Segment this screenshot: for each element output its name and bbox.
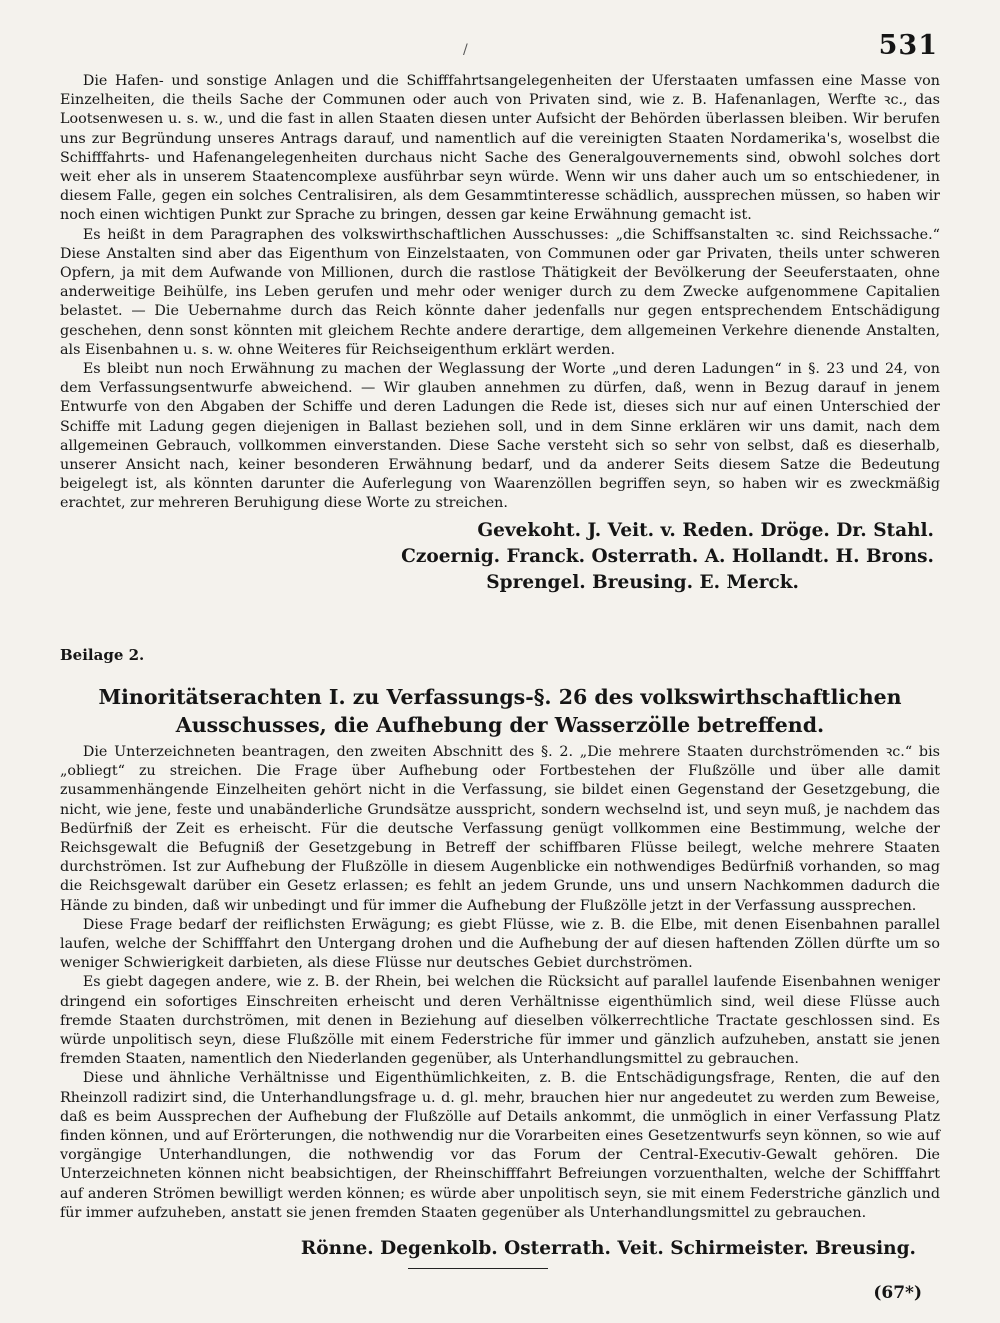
section-1-signatures <box>214 518 934 596</box>
signature-line: Czoernig. Franck. Osterrath. A. Hollandt. H. Brons. <box>401 546 934 567</box>
appendix-paragraph: Diese Frage bedarf der reiflichsten Erwägung; es giebt Flüsse, wie z. B. die Elbe, mit denen Eisenbahnen parallel laufen, welche der Schifffahrt den Untergang drohen und die Aufhebung der auf diesen haftenden Zöllen dürfte um so weniger Schwierigkeit darbieten, als diese Flüsse nur deutsches Gebiet durchströmen. <box>60 916 940 972</box>
appendix-paragraph: Die Unterzeichneten beantragen, den zweiten Abschnitt des §. 2. „Die mehrere Staaten durchströmenden ꝛc.“ bis „obliegt“ zu streichen. Die Frage über Aufhebung oder Fortbestehen der Flußzölle und über alle damit zusammenhängende Einzelheiten gehört nicht in die Verfassung, sie bildet einen Gegenstand der Gesetzgebung, die nicht, wie jene, feste und unabänderliche Grundsätze ausspricht, sondern wechselnd ist, und seyn muß, je nachdem das Bedürfniß der Zeit es erheischt. Für die deutsche Verfassung genügt vollkommen eine Bestimmung, welche der Reichsgewalt die Befugniß der Gesetzgebung in Betreff der schiffbaren Flüsse beilegt, welche mehrere Staaten durchströmen. Ist zur Aufhebung der Flußzölle in diesem Augenblicke ein nothwendiges Bedürfniß vorhanden, so mag die Reichsgewalt darüber ein Gesetz erlassen; es fehlt an jedem Grunde, uns und unsern Nachkommen dadurch die Hände zu binden, daß wir unbedingt und für immer die Aufhebung der Flußzölle jetzt in der Verfassung aussprechen. <box>60 744 940 914</box>
appendix-paragraph: Es giebt dagegen andere, wie z. B. der Rhein, bei welchen die Rücksicht auf parallel laufende Eisenbahnen weniger dringend ein sofortiges Einschreiten erheischt und deren Verhältnisse eigenthümlich sind, weil diese Flüsse auch fremde Staaten durchströmen, mit denen in Beziehung auf dieselben völkerrechtliche Tractate geschlossen sind. Es würde unpolitisch seyn, diese Flußzölle mit einem Federstriche für immer und gänzlich aufzuheben, anstatt sie jenen fremden Staaten, namentlich den Niederlanden gegenüber, als Unterhandlungsmittel zu gebrauchen. <box>60 974 940 1068</box>
sheet-signature-mark: (67*) <box>873 1283 922 1303</box>
appendix-body <box>60 743 940 1223</box>
section-1-paragraph: Die Hafen- und sonstige Anlagen und die Schifffahrtsangelegenheiten der Uferstaaten umfassen eine Masse von Einzelheiten, die theils Sache der Communen oder auch von Privaten sind, wie z. B. Hafenanlagen, Werfte ꝛc., das Lootsenwesen u. s. w., und die fast in allen Staaten diesen unter Aufsicht der Behörden überlassen bleiben. Wir berufen uns zur Begründung unseres Antrags darauf, und namentlich auf die vereinigten Staaten Nordamerika's, woselbst die Schifffahrts- und Hafenangelegenheiten durchaus nicht Sache des Generalgouvernements sind, obwohl solches dort weit eher als in unserem Staatencomplexe ausführbar seyn würde. Wenn wir uns daher auch um so entschiedener, in diesem Falle, gegen ein solches Centralisiren, als dem Gesammtinteresse schädlich, aussprechen müssen, so haben wir noch einen wichtigen Punkt zur Sprache zu bringen, dessen gar keine Erwähnung gemacht ist. <box>60 73 940 224</box>
appendix-heading: Minoritätserachten I. zu Verfassungs-§. 26 des volkswirthschaftlichen Ausschusses, die Aufhebung der Wasserzölle betreffend. <box>98 685 902 737</box>
section-1-paragraph: Es heißt in dem Paragraphen des volkswirthschaftlichen Ausschusses: „die Schiffsanstalten ꝛc. sind Reichssache.“ Diese Anstalten sind aber das Eigenthum von Einzelstaaten, von Communen oder gar Privaten, theils unter schweren Opfern, ja mit dem Aufwande von Millionen, durch die rastlose Thätigkeit der Bevölkerung der Seeuferstaaten, ohne anderweitige Beihülfe, ins Leben gerufen und mehr oder weniger durch zu dem Zwecke aufgenommene Capitalien belastet. — Die Uebernahme durch das Reich könnte daher jedenfalls nur gegen entsprechendem Entschädigung geschehen, denn sonst könnten mit gleichem Rechte andere derartige, dem allgemeinen Verkehre dienende Anstalten, als Eisenbahnen u. s. w. ohne Weiteres für Reichseigenthum erklärt werden. <box>60 226 940 358</box>
appendix-signatures <box>196 1236 916 1262</box>
section-1-paragraph: Es bleibt nun noch Erwähnung zu machen der Weglassung der Worte „und deren Ladungen“ in §. 23 und 24, von dem Verfassungsentwurfe abweichend. — Wir glauben annehmen zu dürfen, daß, wenn in Bezug darauf in jenem Entwurfe von den Abgaben der Schiffe und deren Ladungen die Rede ist, dieses sich nur auf einen Unterschied der Schiffe mit Ladung gegen diejenigen in Ballast beziehen soll, und in dem Sinne erklären wir uns damit, nach dem allgemeinen Gebrauch, vollkommen einverstanden. Diese Sache versteht sich so sehr von selbst, daß es dieserhalb, unserer Ansicht nach, keiner besonderen Erwähnung bedarf, und da anderer Seits diesem Satze die Bedeutung beigelegt ist, als könnten darunter die Auferlegung von Waarenzöllen begriffen seyn, so haben wir es zweckmäßig erachtet, zur mehreren Beruhigung diese Worte zu streichen. <box>60 361 940 512</box>
section-1-body <box>60 72 940 514</box>
footer-divider <box>408 1268 548 1269</box>
appendix-paragraph: Diese und ähnliche Verhältnisse und Eigenthümlichkeiten, z. B. die Entschädigungsfrage, Renten, die auf den Rheinzoll radizirt sind, die Unterhandlungsfrage u. d. gl. mehr, brauchen hier nur angedeutet zu werden zum Beweise, daß es beim Aussprechen der Aufhebung der Flußzölle auf Details ankommt, die unmöglich in einer Verfassung Platz finden können, und auf Erörterungen, die nothwendig nur die Vorarbeiten eines Gesetzentwurfs seyn können, so wie auf vorgängige Unterhandlungen, die nothwendig vor das Forum der Central-Executiv-Gewalt gehören. Die Unterzeichneten können nicht beabsichtigen, der Rheinschifffahrt Befreiungen vorzuenthalten, welche der Schifffahrt auf anderen Strömen bewilligt werden können; es würde aber unpolitisch seyn, sie mit einem Federstriche gänzlich und für immer aufzuheben, anstatt sie jenen fremden Staaten gegenüber als Unterhandlungsmittel zu gebrauchen. <box>60 1070 940 1221</box>
appendix-label: Beilage 2. <box>60 646 145 664</box>
signature-line: Rönne. Degenkolb. Osterrath. Veit. Schirmeister. Breusing. <box>300 1238 916 1259</box>
margin-tick: / <box>463 42 468 58</box>
signature-line: Sprengel. Breusing. E. Merck. <box>486 572 799 593</box>
signature-line: Gevekoht. J. Veit. v. Reden. Dröge. Dr. Stahl. <box>477 520 934 541</box>
page-number: 531 <box>878 30 938 61</box>
